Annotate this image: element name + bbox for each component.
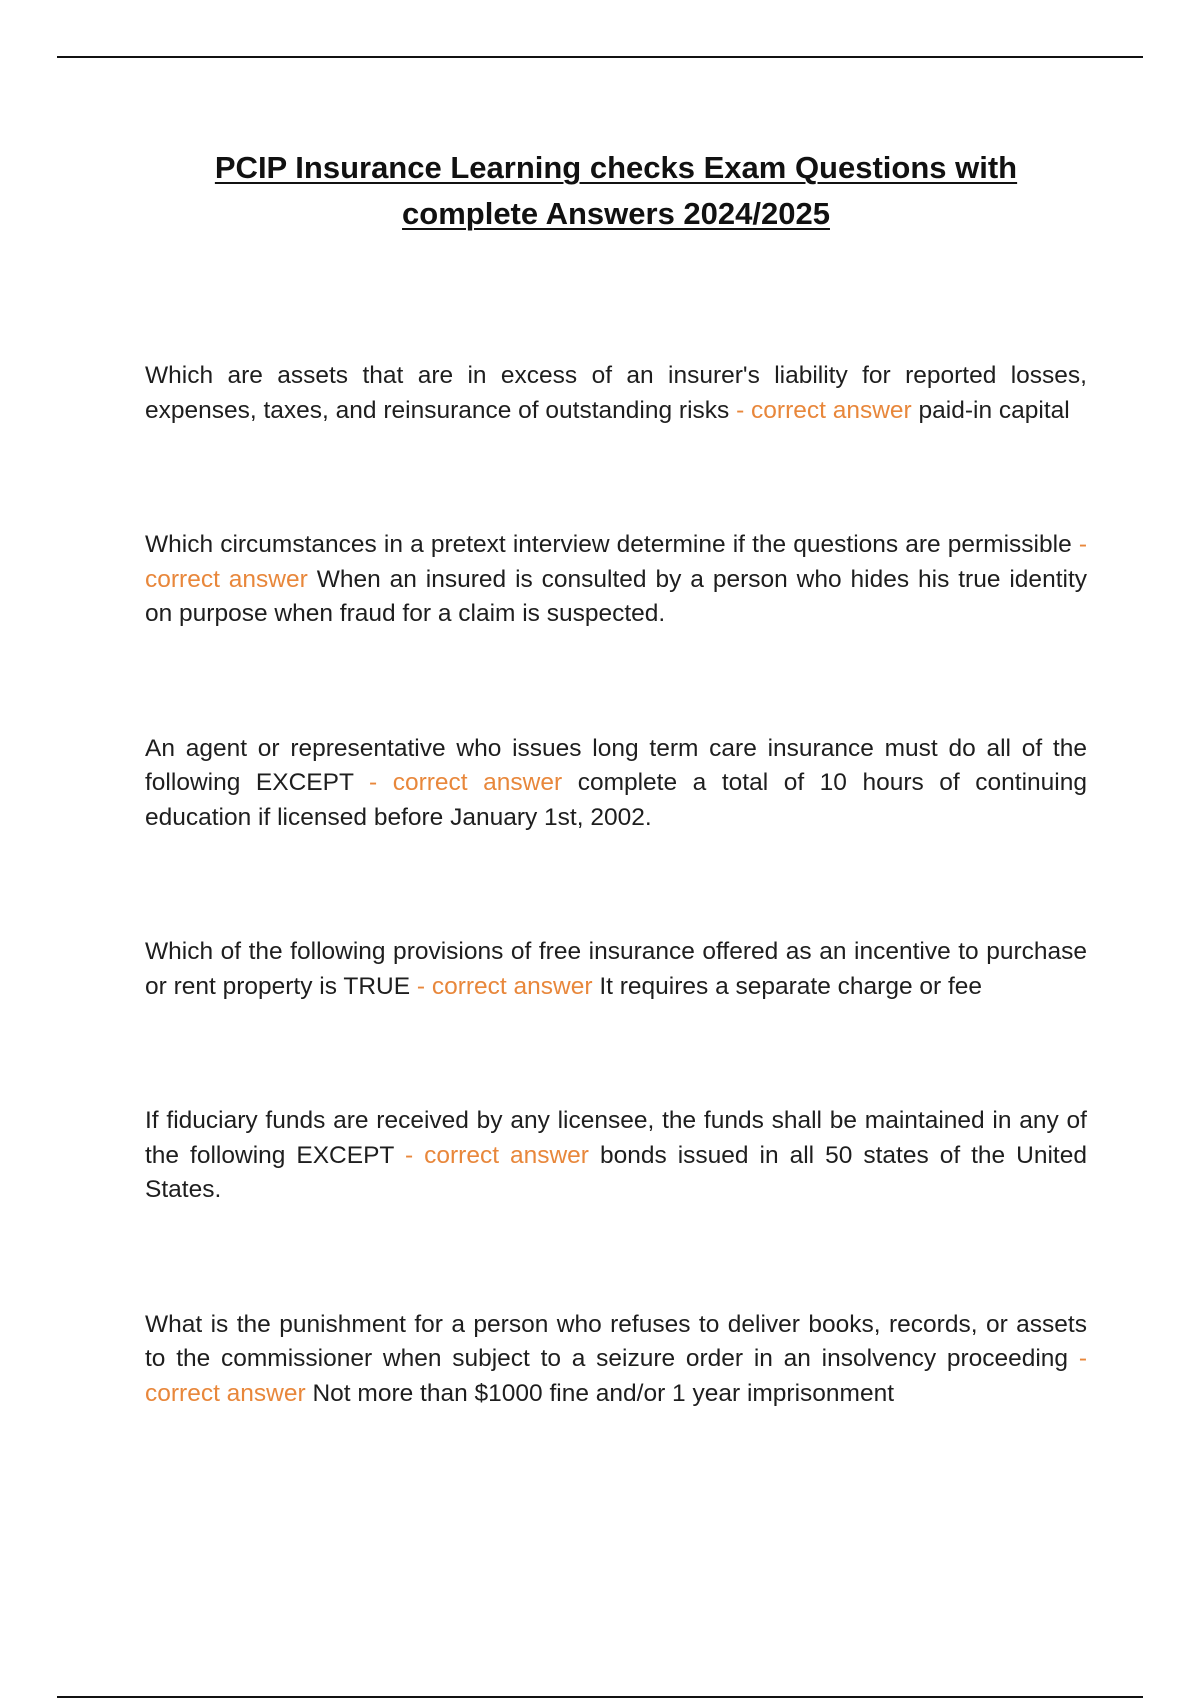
- question-text: Which circumstances in a pretext interview determine if the questions are permissible: [145, 531, 1072, 558]
- correct-answer-marker: - correct answer: [369, 769, 563, 796]
- qa-item: [145, 935, 1087, 1004]
- correct-answer-marker: - correct answer: [145, 531, 1087, 593]
- qa-item: [145, 528, 1087, 632]
- qa-item: [145, 1104, 1087, 1208]
- correct-answer-marker: - correct answer: [736, 396, 912, 424]
- question-text: If fiduciary funds are received by any licensee, the funds shall be maintained in any of the following EXCEPT: [145, 1107, 1087, 1169]
- question-text: What is the punishment for a person who refuses to deliver books, records, or assets to the commissioner when subject to a seizure order in an insolvency proceeding: [145, 1310, 1087, 1372]
- answer-text: complete a total of 10 hours of continuing education if licensed before January 1st, 2002.: [145, 769, 1087, 831]
- qa-item: [145, 732, 1087, 836]
- question-text: Which are assets that are in excess of an insurer's liability for reported losses, expenses, taxes, and reinsurance of outstanding risks: [145, 362, 1087, 424]
- answer-text: bonds issued in all 50 states of the United States.: [145, 1141, 1087, 1203]
- qa-list: [145, 359, 1087, 1411]
- answer-text: When an insured is consulted by a person who hides his true identity on purpose when fraud for a claim is suspected.: [145, 565, 1087, 627]
- qa-item: [145, 359, 1087, 428]
- answer-text: It requires a separate charge or fee: [599, 972, 983, 1000]
- qa-item: [145, 1308, 1087, 1412]
- correct-answer-marker: - correct answer: [145, 1345, 1087, 1407]
- document-title: PCIP Insurance Learning checks Exam Questions with complete Answers 2024/2025: [214, 150, 1018, 231]
- bottom-divider: [57, 1696, 1143, 1698]
- question-text: Which of the following provisions of free insurance offered as an incentive to purchase or rent property is TRUE: [145, 938, 1087, 1000]
- question-text: An agent or representative who issues long term care insurance must do all of the following EXCEPT: [145, 734, 1087, 796]
- answer-text: Not more than $1000 fine and/or 1 year imprisonment: [312, 1379, 895, 1407]
- answer-text: paid-in capital: [918, 396, 1070, 424]
- correct-answer-marker: - correct answer: [404, 1141, 589, 1169]
- correct-answer-marker: - correct answer: [416, 972, 593, 1000]
- top-divider: [57, 56, 1143, 58]
